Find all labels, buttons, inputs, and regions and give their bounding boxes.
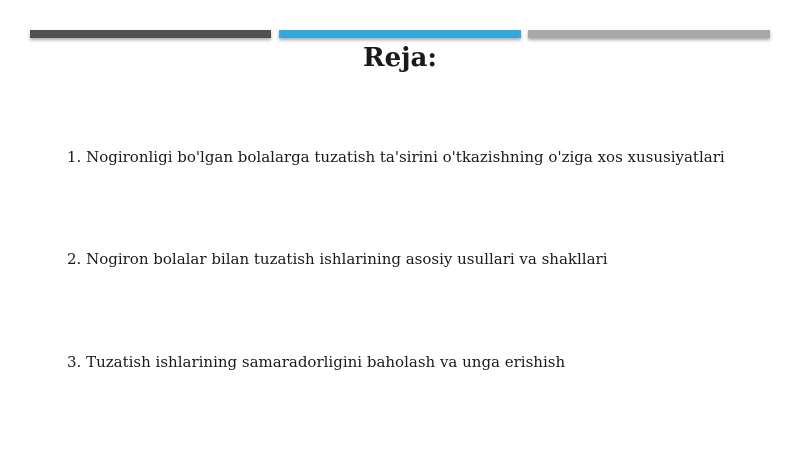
header-bar-gray (528, 30, 770, 38)
header-bar-dark (30, 30, 271, 38)
slide-title: Reja: (362, 43, 437, 73)
plan-item-2: 2. Nogiron bolalar bilan tuzatish ishlarining asosiy usullari va shakllari (67, 250, 608, 268)
plan-item-3: 3. Tuzatish ishlarining samaradorligini baholash va unga erishish (67, 353, 566, 371)
header-bar-blue (279, 30, 521, 38)
plan-item-1: 1. Nogironligi bo'lgan bolalarga tuzatish ta'sirini o'tkazishning o'ziga xos xususiyatlari (67, 148, 725, 166)
